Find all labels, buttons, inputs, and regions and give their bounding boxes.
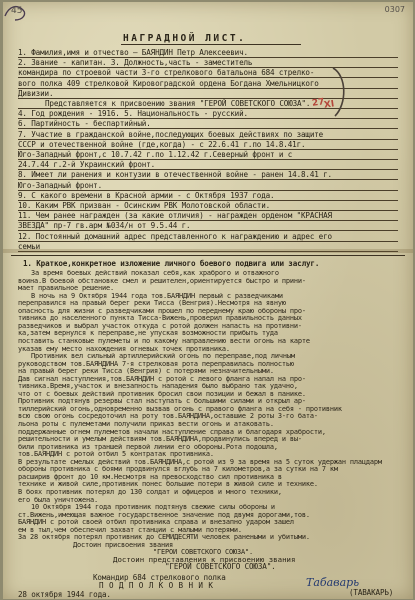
form-line: 24.7.44 г.2-й Украинский фронт. xyxy=(18,160,156,170)
form-line: 8. Имеет ли ранения и контузии в отечественной войне - ранен 14.8.41 г. xyxy=(18,170,332,180)
narrative-line: воина.В боевой обстановке смел и решителен,ориентируется быстро и прини- xyxy=(18,277,306,285)
form-line: СССР и отечественной войне (где,когда) - с 22.6.41 г.по 14.8.41г. xyxy=(18,139,306,149)
commander-post: Командир 684 стрелкового полка xyxy=(93,573,226,582)
form-line: 9. С какого времени в Красной армии - с Октября 1937 года. xyxy=(18,190,275,200)
form-line: 10. Каким РВК призван - Осинским РВК Молотовской области. xyxy=(18,201,271,210)
signature: Табаварь xyxy=(306,576,360,589)
form-line: 12. Постоянный домашний адрес представленного к награждению и адрес его xyxy=(18,231,332,241)
narrative-line: решительности и умелым действиям тов.БАЯНДИНА,продвинулись вперед и вы- xyxy=(18,436,302,444)
stamp-day: XI xyxy=(323,99,335,111)
narrative-line: За время боевых действий показал себя,как храброго и отважного xyxy=(31,270,279,277)
document-date: 28 октября 1944 года. xyxy=(18,590,111,599)
narrative-line: тивника.Время,участок и внезапность нападения было выбрано так удачно, xyxy=(18,383,298,391)
narrative-line: всю свою огонь сосредоточил на роту тов.БАЯНДИНА,оставшие 2 роты 3-го бата- xyxy=(18,413,318,421)
award-sheet xyxy=(3,2,413,599)
recommendation-title: "ГЕРОЙ СОВЕТСКОГО СОЮЗА". xyxy=(165,562,276,571)
page-fold xyxy=(3,249,413,253)
signer-name: (ТАВАКАРЬ) xyxy=(349,588,394,597)
document-title: НАГРАДНОЙ ЛИСТ. xyxy=(123,33,247,44)
narrative-line: Противник вел сильный артиллерийский огонь по переправе,под личным xyxy=(31,353,295,361)
form-line: 4. Год рождения - 1916. 5. Национальность - русский. xyxy=(18,109,248,119)
narrative-line: льона роты с пулеметами получили приказ вести огонь и атаковать. xyxy=(18,421,274,428)
pencil-bracket xyxy=(329,64,351,120)
narrative-line: расширив фронт до 10 км.Несмотря на превосходство сил противника в xyxy=(18,473,282,481)
narrative-line: на правый берег реки Тисса (Венгрия) с потерями незначительными. xyxy=(18,368,274,376)
stamp-number: 27 xyxy=(311,97,326,109)
narrative-line: Дав сигнал наступления,тов.БАЯНДИН с ротой с левого фланга напал на про- xyxy=(18,375,306,383)
form-line: Представляется к присвоению звания "ГЕРОЙ СОВЕТСКОГО СОЮЗА". xyxy=(45,99,311,108)
narrative-line: За 28 октября потерял противник до СЕМИДЕСЯТИ человек ранеными и убитыми. xyxy=(18,534,310,542)
narrative-line: поддержанные огнем пулеметов начали наступление справа и благодаря храбрости, xyxy=(18,428,326,436)
narrative-line: поставить станковые пулеметы и по какому направлению вести огонь на карте xyxy=(18,337,310,345)
narrative-line: технике и живой силе,противник понес большие потери в живой силе и технике. xyxy=(18,481,318,489)
form-line: 2. Звание - капитан. 3. Должность,часть - заместитель xyxy=(18,58,253,68)
narrative-line: мает правильное решение. xyxy=(18,285,114,293)
narrative-line: Достоин присвоения звания xyxy=(73,541,173,549)
form-line: 1. Фамилия,имя и отчество — БАЯНДИН Петр Алексеевич. xyxy=(18,48,248,57)
section-heading: 1. Краткое,конкретное изложение личного боевого подвига или заслуг. xyxy=(23,259,320,268)
form-line: 6. Партийность - беспартийный. xyxy=(18,119,151,129)
narrative-line: БАЯНДИН с ротой своей отбил противника справа и внезапно ударом зашел xyxy=(18,519,294,527)
form-line: Дивизии. xyxy=(18,88,54,98)
section-divider xyxy=(11,255,405,256)
narrative-line: руководством тов.БАЯНДИНА 7-я стрелковая рота переправилась полностью xyxy=(18,360,294,368)
narrative-line: что от с боевых действий противник бросил свои позиции и бежал в панике. xyxy=(18,390,306,398)
form-line: ЗВЕЗДА" пр-7 гв.арм №034/н от 9.5.44 г. xyxy=(18,221,191,231)
narrative-line: тиллерийский огонь,одновременно вызвав огонь с правого фланга на себя - противник xyxy=(18,405,342,413)
narrative-line: ем в тыл,чем обеспечил захват станции с малыми потерями. xyxy=(18,526,242,534)
narrative-line: ст.Вижень,имеющая важное государственное значение под двумя дорогами,тов. xyxy=(18,511,310,519)
narrative-line: В ночь на 9 Октября 1944 года тов.БАЯНДИН первый с разведчиками xyxy=(31,292,283,300)
narrative-line: В боях противник потерял до 130 солдат и офицеров и много техники, xyxy=(18,488,282,496)
form-line: командира по строевой части 3-го стрелкового батальона 684 стрелко- xyxy=(18,68,315,78)
narrative-line: его была уничтожена. xyxy=(18,496,98,504)
form-line: семьи xyxy=(18,241,41,251)
narrative-line: тивника до населенного пункта Тисса-Вижень,проверил правильность данных xyxy=(18,315,302,323)
narrative-line: ка,затем вернулся к переправе,не упуская возможности прибыть туда xyxy=(18,330,278,338)
form-line: 7. Участие в гражданской войне,последующих боевых действиях по защите xyxy=(18,129,324,139)
narrative-line: 10 Октября 1944 года противник подтянув свежие силы обороны и xyxy=(31,504,275,512)
commander-rank: П О Д П О Л К О В Н И К xyxy=(99,581,214,590)
narrative-line: В результате смелых действий тов.БАЯНДИНА,с ротой из 9 за время на 5 суток удержан плацдарм xyxy=(18,458,382,466)
field-rule xyxy=(18,241,398,242)
narrative-line: разведчиков и выбрал участок откуда с ротой должен напасть на противни- xyxy=(18,322,302,330)
narrative-line: указав ему место нахождения огневых точек противника. xyxy=(18,345,230,353)
form-line: Юго-Западный фронт. xyxy=(18,180,103,190)
narrative-line: Противник подтянув резервы стал наступать с большими силами и открыл ар- xyxy=(18,398,306,406)
title-underline xyxy=(121,44,301,45)
narrative-line: "ГЕРОЙ СОВЕТСКОГО СОЮЗА". xyxy=(153,549,253,557)
narrative-line: переправился на правый берег реки Тисса (Венгрия).Несмотря на явную xyxy=(18,300,286,308)
narrative-line: били противника из траншей первой линии его обороны.Рота подошла, xyxy=(18,443,278,451)
recommendation-label: Достоин представления к присвоению звания xyxy=(113,555,296,564)
narrative-line: тов.БАЯНДИН с ротой отбил 5 контратак противника. xyxy=(18,451,214,459)
narrative-line: опасность для жизни с разведчиками прошел по переднему краю обороны про- xyxy=(18,307,306,315)
archive-number: 0307 xyxy=(384,5,405,14)
narrative-line: обороны противника с боями продвинулся вглубь на 7 километров,а за сутки на 7 км xyxy=(18,466,338,474)
corner-mark-number: 45 xyxy=(11,6,23,16)
form-line: 11. Чем ранее награжден (за какие отличия) - награжден орденом "КРАСНАЯ xyxy=(18,211,332,221)
form-line: вого полка 409 стрелковой Кировоградской ордена Богдана Хмельницкого xyxy=(18,78,319,88)
form-line: Юго-Западный фронт,с 10.7.42 г.по 1.12.42 г.Северный фронт и с xyxy=(18,150,293,159)
